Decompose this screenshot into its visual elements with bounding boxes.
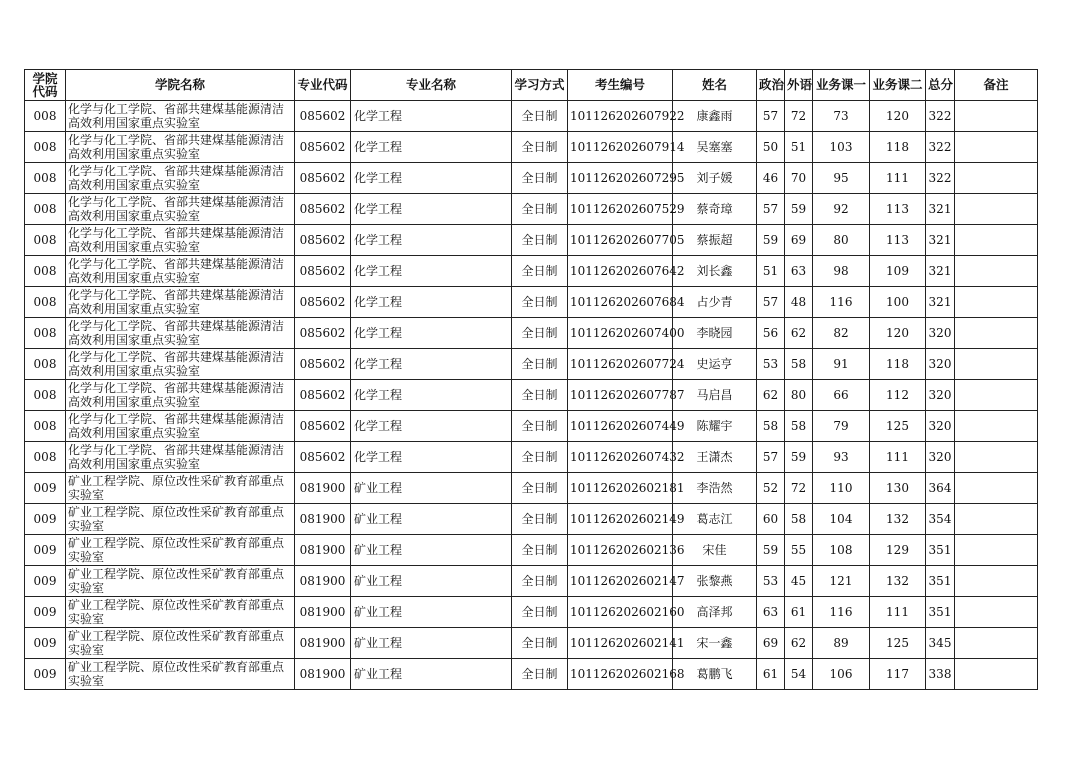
course-one-score-cell: 79 [813,411,870,442]
total-score-cell: 322 [926,132,955,163]
course-one-score-cell: 116 [813,597,870,628]
politics-score-cell: 56 [757,318,785,349]
header-college-code: 学院代码 [25,70,66,101]
candidate-id-cell: 101126202607724 [568,349,673,380]
major-code-cell: 085602 [295,225,351,256]
total-score-cell: 351 [926,535,955,566]
study-mode-cell: 全日制 [512,659,568,690]
course-one-score-cell: 73 [813,101,870,132]
major-name-cell: 矿业工程 [351,566,512,597]
major-code-cell: 081900 [295,566,351,597]
study-mode-cell: 全日制 [512,318,568,349]
total-score-cell: 345 [926,628,955,659]
college-code-cell: 009 [25,566,66,597]
course-two-score-cell: 111 [870,597,926,628]
admission-list-page [24,69,1038,690]
header-major-code: 专业代码 [295,70,351,101]
college-code-cell: 009 [25,473,66,504]
study-mode-cell: 全日制 [512,411,568,442]
study-mode-cell: 全日制 [512,380,568,411]
course-two-score-cell: 129 [870,535,926,566]
total-score-cell: 322 [926,101,955,132]
header-course-one: 业务课一 [813,70,870,101]
student-name-cell: 高泽邦 [673,597,757,628]
header-study-mode: 学习方式 [512,70,568,101]
college-code-cell: 008 [25,194,66,225]
course-one-score-cell: 121 [813,566,870,597]
study-mode-cell: 全日制 [512,566,568,597]
course-two-score-cell: 120 [870,101,926,132]
major-name-cell: 矿业工程 [351,535,512,566]
college-code-cell: 009 [25,597,66,628]
table-row [25,318,1038,349]
college-code-cell: 008 [25,163,66,194]
college-name-cell: 化学与化工学院、省部共建煤基能源清洁高效利用国家重点实验室 [66,163,295,194]
table-header-row [25,70,1038,101]
table-body [25,101,1038,690]
major-name-cell: 化学工程 [351,318,512,349]
remarks-cell [955,442,1038,473]
header-total: 总分 [926,70,955,101]
college-name-cell: 化学与化工学院、省部共建煤基能源清洁高效利用国家重点实验室 [66,287,295,318]
total-score-cell: 321 [926,256,955,287]
college-name-cell: 化学与化工学院、省部共建煤基能源清洁高效利用国家重点实验室 [66,442,295,473]
college-name-cell: 矿业工程学院、原位改性采矿教育部重点实验室 [66,597,295,628]
total-score-cell: 364 [926,473,955,504]
remarks-cell [955,318,1038,349]
politics-score-cell: 69 [757,628,785,659]
table-row [25,132,1038,163]
foreign-language-score-cell: 72 [785,473,813,504]
major-code-cell: 081900 [295,504,351,535]
major-code-cell: 085602 [295,163,351,194]
table-row [25,473,1038,504]
candidate-id-cell: 101126202602149 [568,504,673,535]
course-one-score-cell: 110 [813,473,870,504]
major-name-cell: 化学工程 [351,349,512,380]
major-code-cell: 085602 [295,194,351,225]
major-code-cell: 081900 [295,597,351,628]
table-row [25,101,1038,132]
college-name-cell: 化学与化工学院、省部共建煤基能源清洁高效利用国家重点实验室 [66,318,295,349]
student-name-cell: 蔡振超 [673,225,757,256]
candidate-id-cell: 101126202602181 [568,473,673,504]
major-code-cell: 085602 [295,411,351,442]
course-two-score-cell: 118 [870,132,926,163]
major-code-cell: 081900 [295,473,351,504]
candidate-id-cell: 101126202607914 [568,132,673,163]
major-code-cell: 085602 [295,442,351,473]
college-code-cell: 008 [25,132,66,163]
major-name-cell: 化学工程 [351,287,512,318]
remarks-cell [955,349,1038,380]
total-score-cell: 321 [926,225,955,256]
remarks-cell [955,566,1038,597]
politics-score-cell: 46 [757,163,785,194]
remarks-cell [955,132,1038,163]
foreign-language-score-cell: 54 [785,659,813,690]
student-name-cell: 刘子媛 [673,163,757,194]
college-name-cell: 化学与化工学院、省部共建煤基能源清洁高效利用国家重点实验室 [66,256,295,287]
major-name-cell: 化学工程 [351,442,512,473]
total-score-cell: 320 [926,442,955,473]
total-score-cell: 351 [926,566,955,597]
student-name-cell: 葛鹏飞 [673,659,757,690]
candidate-id-cell: 101126202602160 [568,597,673,628]
foreign-language-score-cell: 51 [785,132,813,163]
course-two-score-cell: 100 [870,287,926,318]
major-code-cell: 085602 [295,101,351,132]
foreign-language-score-cell: 59 [785,194,813,225]
candidate-id-cell: 101126202607449 [568,411,673,442]
politics-score-cell: 61 [757,659,785,690]
college-name-cell: 矿业工程学院、原位改性采矿教育部重点实验室 [66,566,295,597]
politics-score-cell: 51 [757,256,785,287]
foreign-language-score-cell: 72 [785,101,813,132]
college-name-cell: 化学与化工学院、省部共建煤基能源清洁高效利用国家重点实验室 [66,411,295,442]
candidate-id-cell: 101126202607295 [568,163,673,194]
course-one-score-cell: 82 [813,318,870,349]
header-foreign-language: 外语 [785,70,813,101]
course-two-score-cell: 125 [870,411,926,442]
table-row [25,535,1038,566]
course-two-score-cell: 117 [870,659,926,690]
course-one-score-cell: 108 [813,535,870,566]
major-name-cell: 矿业工程 [351,597,512,628]
major-name-cell: 化学工程 [351,101,512,132]
remarks-cell [955,163,1038,194]
college-code-cell: 008 [25,442,66,473]
politics-score-cell: 59 [757,225,785,256]
table-row [25,380,1038,411]
table-row [25,194,1038,225]
course-two-score-cell: 118 [870,349,926,380]
header-name: 姓名 [673,70,757,101]
college-name-cell: 矿业工程学院、原位改性采矿教育部重点实验室 [66,473,295,504]
course-one-score-cell: 95 [813,163,870,194]
foreign-language-score-cell: 55 [785,535,813,566]
remarks-cell [955,194,1038,225]
foreign-language-score-cell: 45 [785,566,813,597]
college-code-cell: 008 [25,349,66,380]
foreign-language-score-cell: 62 [785,318,813,349]
student-name-cell: 宋一鑫 [673,628,757,659]
college-name-cell: 矿业工程学院、原位改性采矿教育部重点实验室 [66,628,295,659]
student-name-cell: 陈耀宇 [673,411,757,442]
table-row [25,287,1038,318]
course-two-score-cell: 111 [870,163,926,194]
course-one-score-cell: 104 [813,504,870,535]
admission-table [24,69,1038,690]
study-mode-cell: 全日制 [512,225,568,256]
student-name-cell: 李晓园 [673,318,757,349]
candidate-id-cell: 101126202602136 [568,535,673,566]
college-code-cell: 008 [25,101,66,132]
course-one-score-cell: 91 [813,349,870,380]
college-name-cell: 化学与化工学院、省部共建煤基能源清洁高效利用国家重点实验室 [66,380,295,411]
foreign-language-score-cell: 58 [785,411,813,442]
candidate-id-cell: 101126202602147 [568,566,673,597]
study-mode-cell: 全日制 [512,101,568,132]
college-code-cell: 008 [25,287,66,318]
candidate-id-cell: 101126202607642 [568,256,673,287]
course-two-score-cell: 109 [870,256,926,287]
college-name-cell: 矿业工程学院、原位改性采矿教育部重点实验室 [66,535,295,566]
major-code-cell: 085602 [295,132,351,163]
table-row [25,504,1038,535]
table-row [25,566,1038,597]
course-two-score-cell: 132 [870,504,926,535]
student-name-cell: 刘长鑫 [673,256,757,287]
college-name-cell: 化学与化工学院、省部共建煤基能源清洁高效利用国家重点实验室 [66,225,295,256]
foreign-language-score-cell: 62 [785,628,813,659]
major-code-cell: 081900 [295,628,351,659]
major-name-cell: 化学工程 [351,194,512,225]
remarks-cell [955,380,1038,411]
politics-score-cell: 50 [757,132,785,163]
college-name-cell: 矿业工程学院、原位改性采矿教育部重点实验室 [66,659,295,690]
course-two-score-cell: 113 [870,225,926,256]
major-name-cell: 矿业工程 [351,628,512,659]
course-two-score-cell: 120 [870,318,926,349]
college-name-cell: 矿业工程学院、原位改性采矿教育部重点实验室 [66,504,295,535]
total-score-cell: 320 [926,318,955,349]
candidate-id-cell: 101126202607529 [568,194,673,225]
study-mode-cell: 全日制 [512,349,568,380]
course-one-score-cell: 103 [813,132,870,163]
candidate-id-cell: 101126202607400 [568,318,673,349]
college-code-cell: 008 [25,318,66,349]
college-code-cell: 009 [25,504,66,535]
student-name-cell: 张黎燕 [673,566,757,597]
foreign-language-score-cell: 69 [785,225,813,256]
study-mode-cell: 全日制 [512,597,568,628]
remarks-cell [955,659,1038,690]
study-mode-cell: 全日制 [512,132,568,163]
table-row [25,349,1038,380]
major-code-cell: 081900 [295,659,351,690]
candidate-id-cell: 101126202607922 [568,101,673,132]
major-code-cell: 085602 [295,318,351,349]
course-two-score-cell: 125 [870,628,926,659]
foreign-language-score-cell: 58 [785,504,813,535]
study-mode-cell: 全日制 [512,504,568,535]
college-code-cell: 008 [25,380,66,411]
candidate-id-cell: 101126202602141 [568,628,673,659]
course-two-score-cell: 112 [870,380,926,411]
course-one-score-cell: 89 [813,628,870,659]
college-code-cell: 008 [25,225,66,256]
header-remarks: 备注 [955,70,1038,101]
major-code-cell: 085602 [295,287,351,318]
course-one-score-cell: 66 [813,380,870,411]
candidate-id-cell: 101126202607684 [568,287,673,318]
total-score-cell: 351 [926,597,955,628]
remarks-cell [955,101,1038,132]
course-one-score-cell: 98 [813,256,870,287]
course-two-score-cell: 130 [870,473,926,504]
major-code-cell: 085602 [295,349,351,380]
candidate-id-cell: 101126202607787 [568,380,673,411]
remarks-cell [955,256,1038,287]
course-one-score-cell: 80 [813,225,870,256]
header-major-name: 专业名称 [351,70,512,101]
major-code-cell: 081900 [295,535,351,566]
foreign-language-score-cell: 48 [785,287,813,318]
major-name-cell: 化学工程 [351,380,512,411]
table-row [25,442,1038,473]
politics-score-cell: 57 [757,194,785,225]
header-college-name: 学院名称 [66,70,295,101]
total-score-cell: 320 [926,349,955,380]
college-name-cell: 化学与化工学院、省部共建煤基能源清洁高效利用国家重点实验室 [66,194,295,225]
candidate-id-cell: 101126202607432 [568,442,673,473]
major-code-cell: 085602 [295,256,351,287]
politics-score-cell: 57 [757,442,785,473]
total-score-cell: 338 [926,659,955,690]
college-code-cell: 009 [25,659,66,690]
politics-score-cell: 53 [757,349,785,380]
politics-score-cell: 59 [757,535,785,566]
header-politics: 政治 [757,70,785,101]
table-row [25,163,1038,194]
student-name-cell: 占少青 [673,287,757,318]
politics-score-cell: 62 [757,380,785,411]
politics-score-cell: 63 [757,597,785,628]
major-name-cell: 化学工程 [351,132,512,163]
major-name-cell: 化学工程 [351,163,512,194]
course-two-score-cell: 132 [870,566,926,597]
remarks-cell [955,411,1038,442]
table-row [25,225,1038,256]
student-name-cell: 宋佳 [673,535,757,566]
student-name-cell: 马启昌 [673,380,757,411]
remarks-cell [955,225,1038,256]
table-row [25,659,1038,690]
total-score-cell: 321 [926,287,955,318]
politics-score-cell: 57 [757,101,785,132]
course-one-score-cell: 93 [813,442,870,473]
remarks-cell [955,287,1038,318]
major-name-cell: 矿业工程 [351,504,512,535]
study-mode-cell: 全日制 [512,287,568,318]
college-name-cell: 化学与化工学院、省部共建煤基能源清洁高效利用国家重点实验室 [66,132,295,163]
foreign-language-score-cell: 61 [785,597,813,628]
college-code-cell: 009 [25,628,66,659]
major-name-cell: 化学工程 [351,411,512,442]
table-row [25,256,1038,287]
total-score-cell: 321 [926,194,955,225]
header-course-two: 业务课二 [870,70,926,101]
total-score-cell: 320 [926,380,955,411]
college-name-cell: 化学与化工学院、省部共建煤基能源清洁高效利用国家重点实验室 [66,349,295,380]
remarks-cell [955,597,1038,628]
table-row [25,628,1038,659]
college-name-cell: 化学与化工学院、省部共建煤基能源清洁高效利用国家重点实验室 [66,101,295,132]
foreign-language-score-cell: 59 [785,442,813,473]
politics-score-cell: 60 [757,504,785,535]
major-name-cell: 矿业工程 [351,473,512,504]
major-name-cell: 化学工程 [351,225,512,256]
politics-score-cell: 52 [757,473,785,504]
foreign-language-score-cell: 80 [785,380,813,411]
study-mode-cell: 全日制 [512,163,568,194]
total-score-cell: 354 [926,504,955,535]
header-candidate-id: 考生编号 [568,70,673,101]
study-mode-cell: 全日制 [512,473,568,504]
table-row [25,411,1038,442]
student-name-cell: 王潇杰 [673,442,757,473]
foreign-language-score-cell: 70 [785,163,813,194]
major-code-cell: 085602 [295,380,351,411]
study-mode-cell: 全日制 [512,442,568,473]
student-name-cell: 吴塞塞 [673,132,757,163]
course-two-score-cell: 111 [870,442,926,473]
student-name-cell: 葛志江 [673,504,757,535]
major-name-cell: 化学工程 [351,256,512,287]
study-mode-cell: 全日制 [512,535,568,566]
total-score-cell: 322 [926,163,955,194]
student-name-cell: 史运亨 [673,349,757,380]
remarks-cell [955,473,1038,504]
politics-score-cell: 58 [757,411,785,442]
student-name-cell: 李浩然 [673,473,757,504]
politics-score-cell: 57 [757,287,785,318]
foreign-language-score-cell: 63 [785,256,813,287]
remarks-cell [955,628,1038,659]
major-name-cell: 矿业工程 [351,659,512,690]
remarks-cell [955,504,1038,535]
politics-score-cell: 53 [757,566,785,597]
study-mode-cell: 全日制 [512,628,568,659]
foreign-language-score-cell: 58 [785,349,813,380]
study-mode-cell: 全日制 [512,256,568,287]
candidate-id-cell: 101126202602168 [568,659,673,690]
college-code-cell: 008 [25,256,66,287]
student-name-cell: 蔡奇璋 [673,194,757,225]
student-name-cell: 康鑫雨 [673,101,757,132]
college-code-cell: 009 [25,535,66,566]
table-row [25,597,1038,628]
course-one-score-cell: 92 [813,194,870,225]
course-one-score-cell: 116 [813,287,870,318]
candidate-id-cell: 101126202607705 [568,225,673,256]
college-code-cell: 008 [25,411,66,442]
remarks-cell [955,535,1038,566]
course-one-score-cell: 106 [813,659,870,690]
study-mode-cell: 全日制 [512,194,568,225]
course-two-score-cell: 113 [870,194,926,225]
total-score-cell: 320 [926,411,955,442]
